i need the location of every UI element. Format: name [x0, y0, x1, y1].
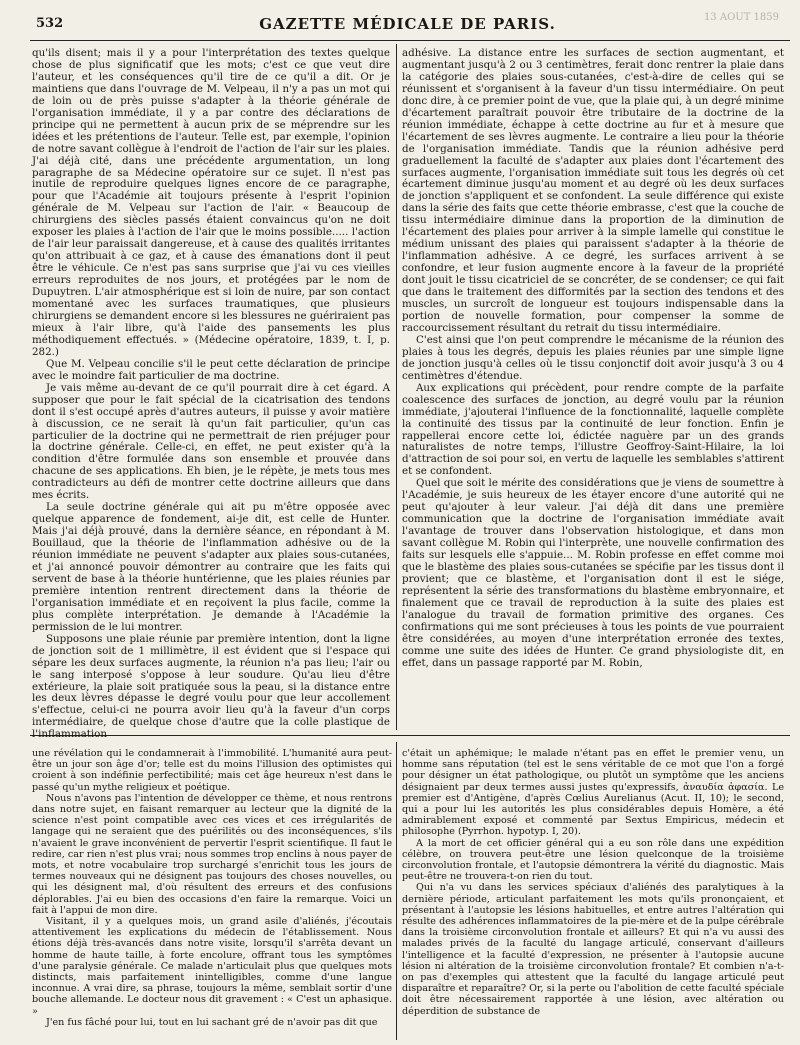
- paragraph: adhésive. La distance entre les surfaces de section augmentant, et augmentant jusqu'à 2 ou 3 centimètres, ferait donc rentrer la plaie dans la catégorie des plaies sous-cutanées, c'est-à-dire de celles qui se réunissent et s'organisent à la faveur d'un tissu intermédiaire. On peut donc dire, à ce premier point de vue, que la plaie qui, à un degré minime d'écartement paraîtrait pouvoir être tributaire de la doctrine de la réunion immédiate, échappe à cette doctrine au fur et à mesure que l'écartement de ses lèvres augmente. Le contraire a lieu pour la théorie de l'organisation immédiate. Tandis que la réunion adhésive perd graduellement la faculté de s'adapter aux plaies dont l'écartement des surfaces augmente, l'organisation immédiate suit tous les degrés où cet écartement diminue jusqu'au moment et au degré où les deux surfaces de jonction s'appliquent et se confondent. La seule différence qui existe dans la série des faits que cette théorie embrasse, c'est que la couche de tissu intermédiaire diminue dans la proportion de la diminution de l'écartement des plaies pour arriver à la simple lamelle qui constitue le médium unissant des plaies qui paraissent s'adapter à la théorie de l'inflammation adhésive. A ce degré, les surfaces arrivent à se confondre, et leur fusion augmente encore à la faveur de la propriété dont jouit le tissu cicatriciel de se concréter, de se condenser; ce qui fait que dans le traitement des difformités par la section des tendons et des muscles, un surcroît de longueur est toujours indispensable dans la portion de nouvelle formation, pour compenser la somme de raccourcissement résultant du retrait du tissu intermédiaire.: [402, 47, 784, 334]
- paragraph: La seule doctrine générale qui ait pu m'être opposée avec quelque apparence de fondement, ai-je dit, est celle de Hunter. Mais j'ai déjà prouvé, dans la dernière séance, en répondant à M. Bouillaud, que la théorie de l'inflammation adhésive ou de la réunion immédiate ne peuvent s'adapter aux plaies sous-cutanées, et j'ai annoncé pouvoir démontrer au contraire que les faits qui servent de base à la théorie huntérienne, que les plaies réunies par première intention rentrent directement dans la théorie de l'organisation immédiate et en reçoivent la plus facile, comme la plus complète interprétation. Je demande à l'Académie la permission de le lui montrer.: [32, 501, 390, 633]
- paragraph: Supposons une plaie réunie par première intention, dont la ligne de jonction soit de 1 millimètre, il est évident que si l'espace qui sépare les deux surfaces augmente, la réunion n'a pas lieu; l'air ou le sang interposé s'oppose à leur soudure. Qu'au lieu d'être extérieure, la plaie soit pratiquée sous la peau, si la distance entre les deux lèvres dépasse le degré voulu pour que leur accollement s'effectue, celui-ci ne pourra avoir lieu qu'à la faveur d'un corps intermédiaire, de quelque chose d'autre que la colle plastique de l'inflammation: [32, 632, 390, 741]
- paragraph: Nous n'avons pas l'intention de développer ce thème, et nous rentrons dans notre sujet, en faisant remarquer au lecteur que la dignité de la science n'est point compatible avec ces vices et ces irrégularités de langage qui ne seraient que des puérilités ou des inconséquences, s'ils n'avaient le grave inconvénient de pervertir l'esprit scientifique. Il faut le redire, car rien n'est plus vrai; nous sommes trop enclins à nous payer de mots, et notre vocabulaire trop surchargé s'enrichit tous les jours de termes nouveaux qui ne désignent pas toujours des choses nouvelles, ou qui les désignent mal, d'où résultent des erreurs et des confusions déplorables. J'ai eu bien des occasions d'en faire la remarque. Voici un fait à l'appui de mon dire.: [32, 792, 392, 916]
- header-rule: [30, 40, 790, 41]
- paragraph: une révélation qui le condamnerait à l'immobilité. L'humanité aura peut-être un jour son âge d'or; telle est du moins l'illusion des optimistes qui croient à son indéfinie perfectibilité; mais cet âge heureux n'est dans le passé qu'un mythe religieux et poétique.: [32, 748, 392, 793]
- top-column-divider: [396, 44, 397, 730]
- paragraph: C'est ainsi que l'on peut comprendre le mécanisme de la réunion des plaies à tous les degrés, depuis les plaies réunies par une simple ligne de jonction jusqu'à celles où le tissu conjonctif doit avoir jusqu'à 3 ou 4 centimètres d'étendue.: [402, 333, 784, 382]
- paragraph: A la mort de cet officier général qui a eu son rôle dans une expédition célèbre, on trouvera peut-être une lésion quelconque de la troisième circonvolution frontale, et l'autopsie démontrera la vérité du diagnostic. Mais peut-être ne trouvera-t-on rien du tout.: [402, 837, 784, 883]
- feuilleton-right-column: [402, 748, 784, 1038]
- paragraph: Aux explications qui précèdent, pour rendre compte de la parfaite coalescence des surfaces de jonction, au degré voulu par la réunion immédiate, j'ajouterai l'influence de la fonctionnalité, laquelle complète la continuité des tissus par la continuité de leur fonction. Enfin je rappellerai encore cette loi, édictée naguère par un des grands naturalistes de notre temps, l'illustre Geoffroy-Saint-Hilaire, la loi d'attraction de soi pour soi, en vertu de laquelle les semblables s'attirent et se confondent.: [402, 381, 784, 478]
- paragraph: Qui n'a vu dans les services spéciaux d'aliénés des paralytiques à la dernière période, articulant parfaitement les mots qu'ils prononçaient, et présentant à l'autopsie les lésions habituelles, et entre autres l'altération qui résulte des adhérences inflammatoires de la pie-mère et de la pulpe cérébrale dans la troisième circonvolution frontale et ailleurs? Et qui n'a vu aussi des malades privés de la faculté du langage articulé, conservant d'ailleurs l'intelligence et la faculté d'expression, ne présenter à l'autopsie aucune lésion ni altération de la troisième circonvolution frontale? Et combien n'a-t-on pas d'exemples qui attestent que la faculté du langage articulé peut disparaître et reparaître? Or, si la perte ou l'abolition de cette faculté spéciale doit être nécessairement rapportée à une lésion, avec altération ou déperdition de substance de: [402, 882, 784, 1017]
- feuilleton-left-column: [32, 748, 392, 1038]
- page-number: 532: [36, 16, 64, 31]
- date-stamp: 13 AOUT 1859: [703, 12, 779, 23]
- paragraph: Visitant, il y a quelques mois, un grand asile d'aliénés, j'écoutais attentivement les explications du médecin de l'établissement. Nous étions déjà très-avancés dans notre visite, lorsqu'il s'arrêta devant un homme de haute taille, à forte encolure, offrant tous les symptômes d'une paralysie générale. Ce malade n'articulait plus que quelques mots distincts, mais parfaitement inintelligibles, comme d'une langue inconnue. A vrai dire, sa phrase, toujours la même, semblait sortir d'une bouche allemande. Le docteur nous dit gravement : « C'est un aphasique. »: [32, 916, 392, 1017]
- paragraph: Je vais même au-devant de ce qu'il pourrait dire à cet égard. A supposer que pour le fait spécial de la cicatrisation des tendons dont il s'est occupé après d'autres auteurs, il puisse y avoir matière à discussion, ce ne serait là qu'un fait particulier, qu'un cas particulier de la doctrine qui ne permettrait de rien préjuger pour la doctrine générale. Celle-ci, en effet, ne peut exister qu'à la condition d'être formulée dans son ensemble et prouvée dans chacune de ses applications. Eh bien, je le répète, je mets tous mes contradicteurs au défi de montrer cette doctrine ailleurs que dans mes écrits.: [32, 381, 390, 502]
- paragraph: c'était un aphémique; le malade n'étant pas en effet le premier venu, un homme sans réputation (tel est le sens véritable de ce mot que l'on a forgé pour désigner un état pathologique, ou plutôt un symptôme que les anciens désignaient par deux termes aussi justes qu'expressifs, ἀναυδία ἀφασία. Le premier est d'Antigène, d'après Cœlius Aurelianus (Acut. II, 10); le second, qui a pour lui les autorités les plus considérables depuis Homère, a été admirablement exposé et commenté par Sextus Empiricus, médecin et philosophe (Pyrrhon. hypotyp. I, 20).: [402, 748, 784, 838]
- journal-title: GAZETTE MÉDICALE DE PARIS.: [259, 15, 556, 33]
- top-left-column: [32, 47, 390, 741]
- page-header: [30, 12, 785, 38]
- paragraph: J'en fus fâché pour lui, tout en lui sachant gré de n'avoir pas dit que: [46, 1016, 378, 1028]
- top-right-column: [402, 48, 784, 728]
- bottom-column-divider: [396, 742, 397, 1040]
- paragraph: qu'ils disent; mais il y a pour l'interprétation des textes quelque chose de plus significatif que les mots; c'est ce que veut dire l'auteur, et les conséquences qu'il tire de ce qu'il a dit. Or je maintiens que dans l'ouvrage de M. Velpeau, il n'y a pas un mot qui de loin ou de près puisse s'adapter à la théorie générale de l'organisation immédiate, il y a par contre des déclarations de principe qui ne permettent à aucun prix de se méprendre sur les idées et les prétentions de l'auteur. Telle est, par exemple, l'opinion de notre savant collègue à l'endroit de l'action de l'air sur les plaies. J'ai déjà cité, dans une précédente argumentation, un long paragraphe de sa Médecine opératoire sur ce sujet. Il n'est pas inutile de reproduire quelques lignes encore de ce paragraphe, pour que l'Académie ait toujours présente à l'esprit l'opinion générale de M. Velpeau sur l'action de l'air. « Beaucoup de chirurgiens des siècles passés étaient convaincus qu'on ne doit exposer les plaies à l'action de l'air que le moins possible..... l'action de l'air leur paraissait dangereuse, et à cause des qualités irritantes qu'on attribuait à ce gaz, et à cause des émanations dont il peut être le véhicule. Ce n'est pas sans surprise que j'ai vu ces vieilles erreurs reproduites de nos jours, et protégées par le nom de Dupuytren. L'air atmosphérique est si loin de nuire, par son contact momentané avec les surfaces traumatiques, que plusieurs chirurgiens se demandent encore si les blessures ne guériraient pas mieux à l'air libre, qu'à l'aide des pansements les plus méthodiquement effectués. » (Médecine opératoire, 1839, t. I, p. 282.): [32, 47, 390, 358]
- paragraph: Quel que soit le mérite des considérations que je viens de soumettre à l'Académie, je suis heureux de les étayer encore d'une autorité qui ne peut qu'ajouter à leur valeur. J'ai déjà dit dans une première communication que la doctrine de l'organisation immédiate avait l'avantage de trouver dans l'observation histologique, et dans mon savant collègue M. Robin qui l'interprète, une nouvelle confirmation des faits sur lesquels elle s'appuie... M. Robin professe en effet comme moi que le blastème des plaies sous-cutanées se spécifie par les tissus dont il provient; que ce blastème, et l'organisation dont il est le siége, représentent la série des transformations du blastème embryonnaire, et finalement que ce travail de reproduction à la suite des plaies est l'analogue du travail de formation primitive des organes. Ces confirmations qui me sont précieuses à tous les points de vue pourraient être considérées, au moyen d'une interprétation erronée des textes, comme une suite des idées de Hunter. Ce grand physiologiste dit, en effet, dans un passage rapporté par M. Robin,: [402, 477, 784, 669]
- paragraph: Que M. Velpeau concilie s'il le peut cette déclaration de principe avec le moindre fait particulier de ma doctrine.: [32, 357, 390, 382]
